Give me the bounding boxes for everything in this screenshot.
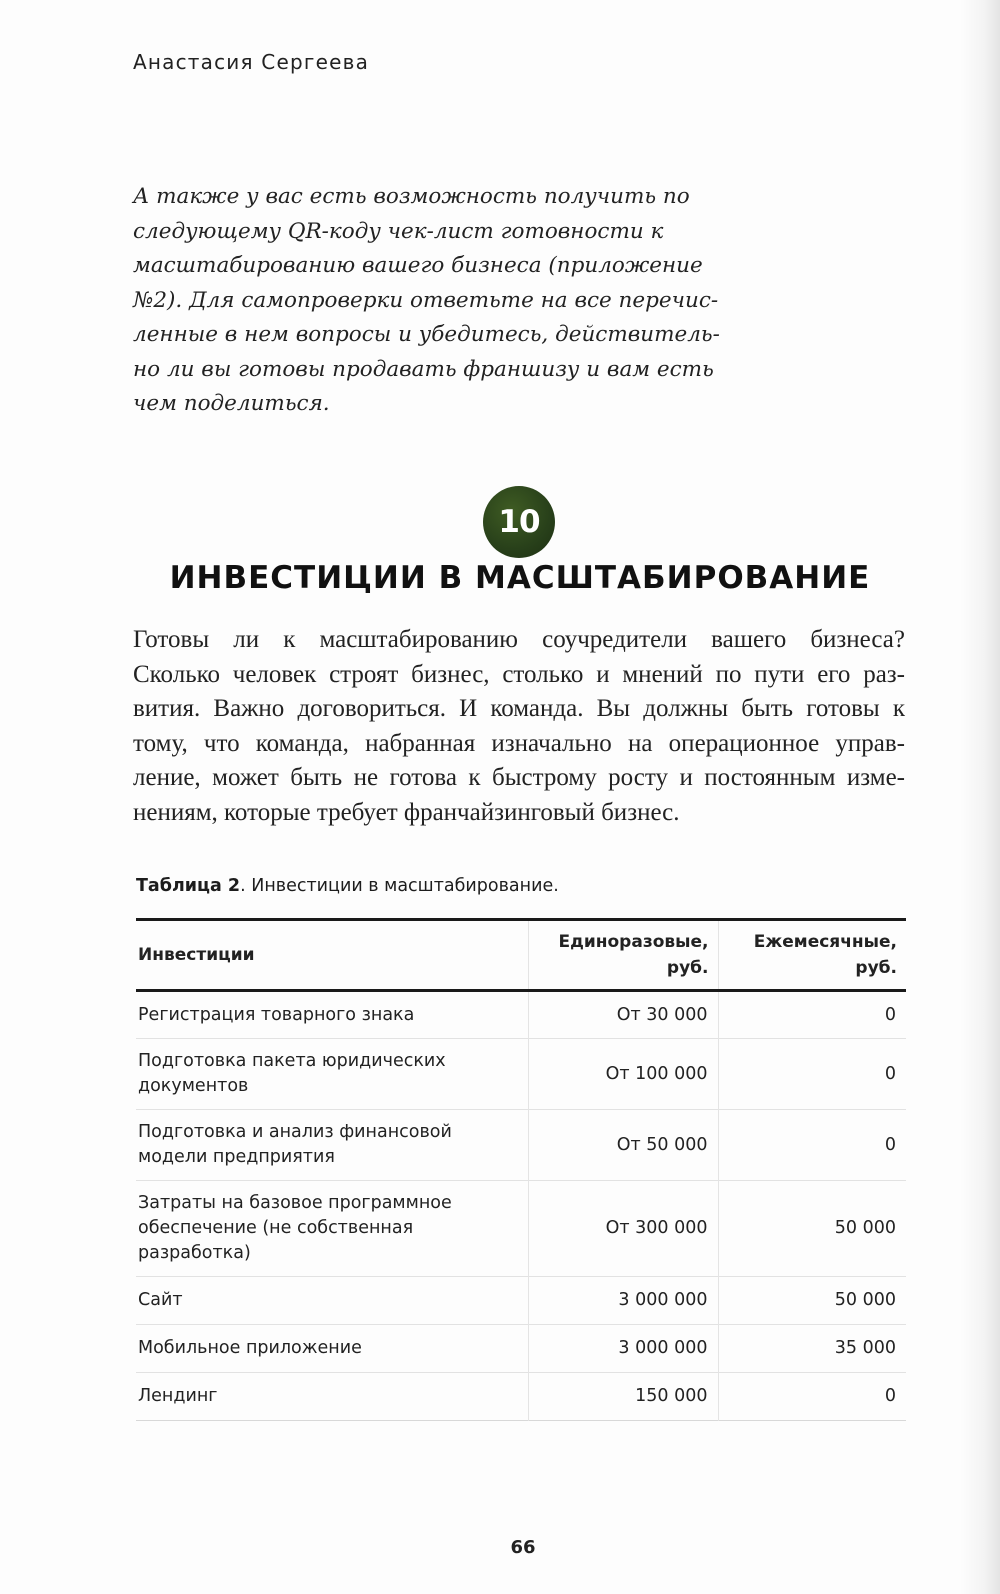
chapter-number-badge: 10 (483, 486, 555, 558)
row-name-line: Регистрация товарного знака (138, 1004, 415, 1025)
table-caption-text: . Инвестиции в масштабирование. (240, 876, 559, 896)
intro-line: но ли вы готовы продавать франшизу и вам есть (133, 356, 714, 382)
row-one-time: 150 000 (528, 1373, 718, 1421)
row-name-line: Подготовка пакета юридических (138, 1051, 446, 1071)
table-row (136, 1373, 906, 1421)
row-name (136, 1110, 528, 1181)
investments-table (136, 918, 906, 1421)
intro-line: следующему QR-коду чек-лист готовности к (133, 218, 664, 244)
body-line: вития. Важно договориться. И команда. Вы должны быть готовы к (133, 695, 905, 722)
row-monthly: 50 000 (834, 1290, 896, 1310)
row-one-time: От 100 000 (528, 1039, 718, 1110)
intro-line: ленные в нем вопросы и убедитесь, действитель- (133, 322, 720, 347)
row-name (136, 1373, 528, 1421)
intro-paragraph (133, 180, 773, 422)
row-name-line: Сайт (138, 1290, 183, 1310)
row-name-line: разработка) (138, 1243, 251, 1263)
header-one-time (528, 920, 718, 991)
table-header-row (136, 920, 906, 991)
row-one-time: От 50 000 (528, 1110, 718, 1181)
row-name-line: Мобильное приложение (138, 1338, 362, 1358)
row-monthly: 35 000 (834, 1338, 896, 1358)
intro-line: масштабированию вашего бизнеса (приложение (133, 253, 703, 278)
table-caption-label: Таблица 2 (136, 876, 241, 896)
row-one-time: 3 000 000 (528, 1325, 718, 1373)
body-line: Готовы ли к масштабированию соучредители вашего бизнеса? (133, 626, 905, 653)
row-monthly: 0 (884, 1386, 896, 1406)
row-monthly: 50 000 (834, 1218, 896, 1238)
row-name (136, 1181, 528, 1277)
row-monthly: 0 (884, 1134, 896, 1155)
intro-line: А также у вас есть возможность получить по (133, 184, 690, 209)
table-row (136, 991, 906, 1039)
row-name (136, 1039, 528, 1110)
table-row (136, 1110, 906, 1181)
row-name-line: обеспечение (не собственная (138, 1218, 414, 1238)
body-line: нениям, которые требует франчайзинговый бизнес. (133, 798, 680, 826)
row-name-line: Затраты на базовое программное (138, 1193, 452, 1213)
row-name-line: Подготовка и анализ финансовой (138, 1122, 452, 1142)
row-name-line: модели предприятия (138, 1147, 335, 1167)
row-one-time: От 30 000 (528, 991, 718, 1039)
row-name-line: документов (138, 1076, 249, 1096)
page-number: 66 (510, 1537, 536, 1558)
row-one-time: 3 000 000 (528, 1277, 718, 1325)
body-line: Сколько человек строят бизнес, столько и мнений по пути его раз- (133, 660, 905, 688)
row-name-line: Лендинг (138, 1386, 218, 1406)
intro-line: №2). Для самопроверки ответьте на все перечис- (133, 287, 719, 313)
header-monthly (718, 920, 906, 991)
header-one-time-line: Единоразовые, (558, 932, 709, 952)
table-row (136, 1325, 906, 1373)
header-investments: Инвестиции (138, 945, 255, 965)
table-row (136, 1039, 906, 1110)
header-monthly-unit: руб. (855, 958, 897, 978)
body-line: ление, может быть не готова к быстрому росту и постоянным изме- (133, 764, 905, 791)
row-name (136, 1277, 528, 1325)
intro-line: чем поделиться. (133, 391, 330, 416)
header-monthly-line: Ежемесячные, (753, 932, 897, 952)
row-name (136, 1325, 528, 1373)
table-caption (136, 876, 559, 896)
table-row (136, 1277, 906, 1325)
row-monthly: 0 (884, 1063, 896, 1084)
running-header-author: Анастасия Сергеева (133, 50, 370, 74)
header-one-time-unit: руб. (666, 958, 709, 978)
page-edge-shadow (960, 0, 1000, 1594)
table-row (136, 1181, 906, 1277)
row-monthly: 0 (884, 1004, 896, 1025)
row-one-time: От 300 000 (528, 1181, 718, 1277)
chapter-title: ИНВЕСТИЦИИ В МАСШТАБИРОВАНИЕ (169, 560, 871, 596)
body-line: тому, что команда, набранная изначально на операционное управ- (133, 729, 905, 757)
row-name (136, 991, 528, 1039)
body-paragraph (133, 623, 905, 830)
